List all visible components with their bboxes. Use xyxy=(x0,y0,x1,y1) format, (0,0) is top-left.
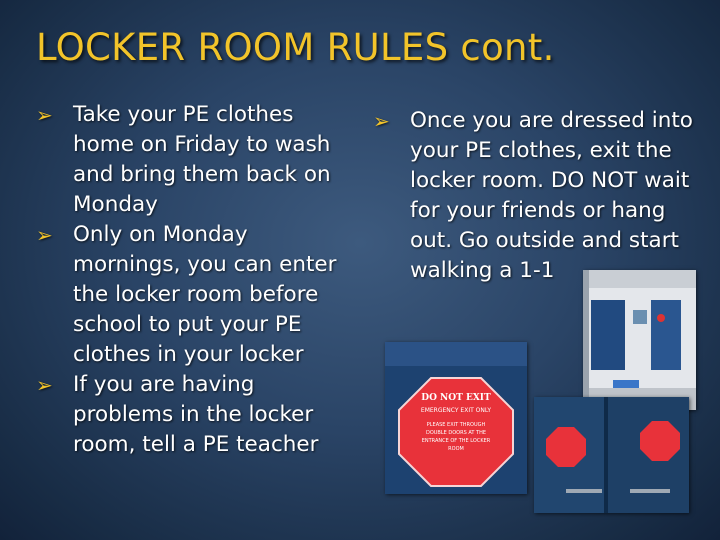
bullet-item xyxy=(373,106,703,286)
bullet-text: If you are having problems in the locker room, tell a PE teacher xyxy=(73,372,319,457)
door-photo xyxy=(534,397,689,513)
svg-text:DOUBLE DOORS AT THE: DOUBLE DOORS AT THE xyxy=(425,430,487,436)
bullet-item xyxy=(36,100,356,220)
svg-text:DO NOT EXIT: DO NOT EXIT xyxy=(421,393,491,403)
arrow-bullet-icon: ➢ xyxy=(36,223,53,247)
bullet-text: Only on Monday mornings, you can enter the locker room before school to put your PE clothes in your locker xyxy=(73,222,337,367)
bullet-item xyxy=(36,220,356,370)
bullet-item xyxy=(36,370,356,460)
slide-title: LOCKER ROOM RULES cont. xyxy=(36,26,555,69)
arrow-bullet-icon: ➢ xyxy=(36,373,53,397)
right-column xyxy=(373,106,703,286)
arrow-bullet-icon: ➢ xyxy=(36,103,53,127)
exit-sign-photo xyxy=(385,342,527,494)
svg-text:EMERGENCY EXIT ONLY: EMERGENCY EXIT ONLY xyxy=(420,407,492,414)
hallway-photo xyxy=(583,270,696,410)
left-column xyxy=(36,100,356,460)
svg-text:ENTRANCE OF THE LOCKER: ENTRANCE OF THE LOCKER xyxy=(421,438,491,444)
bullet-text: Take your PE clothes home on Friday to wash and bring them back on Monday xyxy=(73,102,331,217)
bullet-text: Once you are dressed into your PE clothes, exit the locker room. DO NOT wait for your friends or hang out. Go outside and start walking a 1-1 xyxy=(410,108,693,283)
arrow-bullet-icon: ➢ xyxy=(373,109,390,133)
svg-text:ROOM: ROOM xyxy=(448,446,464,452)
svg-text:PLEASE EXIT THROUGH: PLEASE EXIT THROUGH xyxy=(426,422,486,428)
